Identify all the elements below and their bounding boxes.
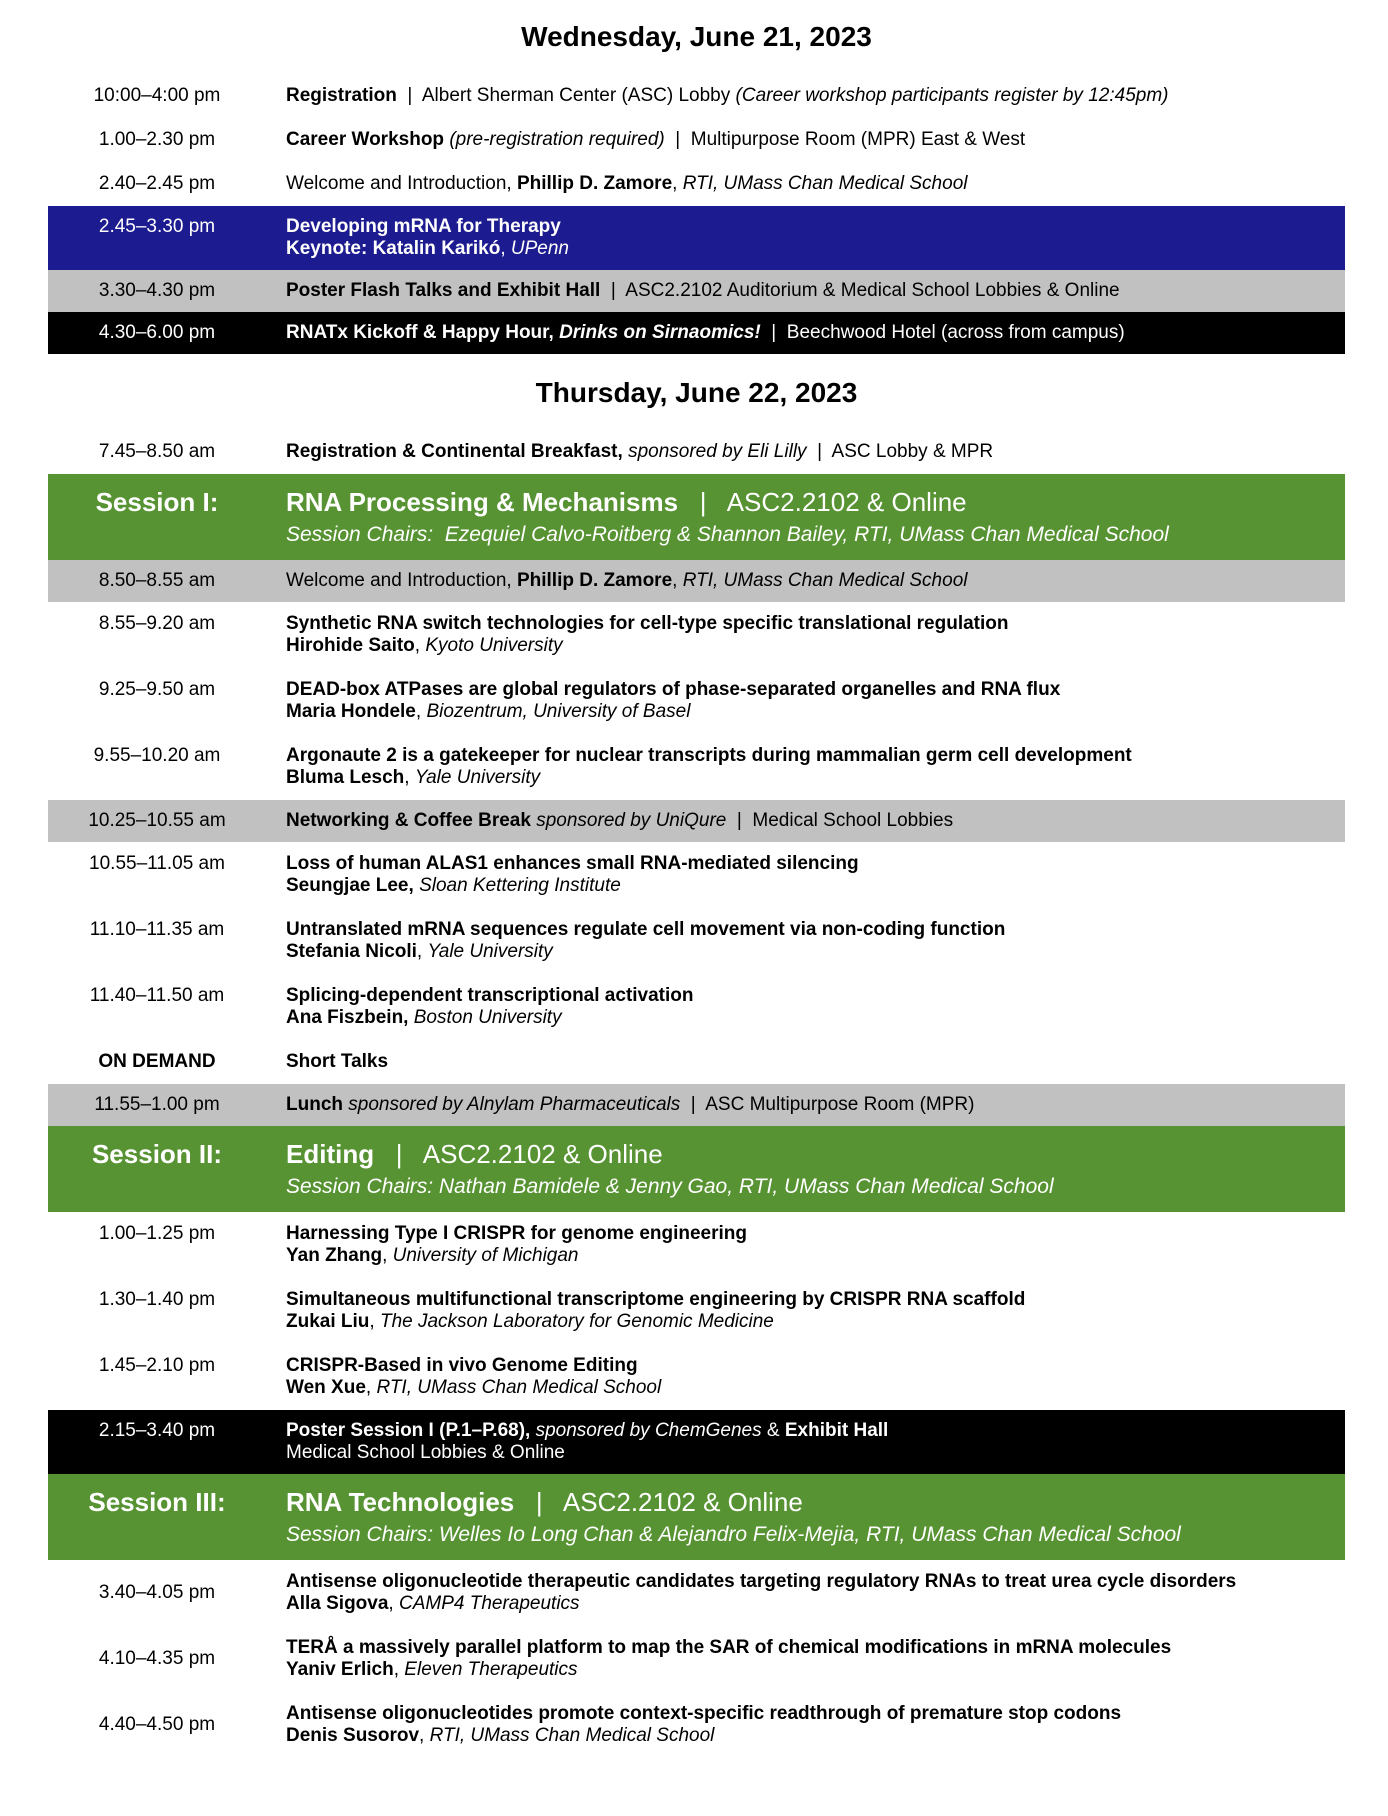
text-run: , [672,173,683,194]
event-line [286,1593,1345,1615]
event-line [286,238,1345,260]
event-line [286,173,1345,195]
session-body [286,486,1345,548]
text-run: , [365,1377,377,1398]
event-line [286,875,1345,897]
text-run: Biozentrum, University of Basel [426,701,691,722]
event-line [286,941,1345,963]
schedule-row [48,1223,1345,1267]
event-line [286,1094,1345,1116]
schedule-row [48,1637,1345,1681]
event-line [286,853,1345,875]
schedule-row [48,679,1345,723]
text-run: RNA Technologies [286,1487,515,1517]
time-label: 4.10–4.35 pm [98,1648,216,1669]
text-run: UPenn [510,238,569,259]
text-run: , [388,1593,399,1614]
text-run: Registration [286,85,397,106]
schedule-row [48,560,1345,602]
text-run: Career Workshop [286,129,445,150]
text-run: Keynote: Katalin Karikó [286,238,501,259]
text-run: Drinks on Sirnaomics! [559,322,761,343]
event-line [286,1355,1345,1377]
day-section [48,12,1345,354]
time-label: 11.55–1.00 pm [94,1094,220,1115]
event-description [286,441,1345,463]
text-run: Synthetic RNA switch technologies for cell-type specific translational regulation [286,613,1009,634]
text-run: Antisense oligonucleotides promote context-specific readthrough of premature stop codons [286,1703,1122,1724]
text-run: sponsored by ChemGenes [535,1420,762,1441]
event-line [286,1289,1345,1311]
text-run: , [500,238,511,259]
schedule-row [48,129,1345,151]
time-label: ON DEMAND [98,1051,216,1072]
schedule-row [48,1410,1345,1474]
day-section [48,354,1345,1758]
event-description [286,216,1345,260]
time-label: 1.00–2.30 pm [98,129,216,150]
time-label: 7.45–8.50 am [98,441,216,462]
event-description [286,280,1345,302]
event-line [286,441,1345,463]
event-description [286,1289,1345,1333]
session-body [286,1486,1345,1548]
text-run: Lunch [286,1094,343,1115]
schedule-row [48,800,1345,842]
session-title [286,1486,1345,1518]
event-description [286,613,1345,657]
text-run: DEAD-box ATPases are global regulators of phase-separated organelles and RNA flux [286,679,1061,700]
event-line [286,1571,1345,1593]
time-label: 10.25–10.55 am [88,810,226,831]
text-run: | ASC Lobby & MPR [806,441,994,462]
event-description [286,1703,1345,1747]
text-run: RNA Processing & Mechanisms [286,487,679,517]
schedule-row [48,206,1345,270]
event-description [286,1223,1345,1267]
text-run: , [382,1245,393,1266]
session-header [48,1126,1345,1212]
text-run: Yale University [414,767,541,788]
time-label: 8.50–8.55 am [98,570,216,591]
event-line [286,1725,1345,1747]
text-run: TERÅ a massively parallel platform to map the SAR of chemical modifications in mRNA molecules [286,1637,1172,1658]
event-line [286,129,1345,151]
event-description [286,1355,1345,1399]
text-run: , [419,1725,430,1746]
text-run: | ASC2.2102 & Online [374,1139,663,1169]
text-run: , [416,941,428,962]
time-label: 4.40–4.50 pm [98,1714,216,1735]
schedule-row [48,1571,1345,1615]
text-run: Untranslated mRNA sequences regulate cell movement via non-coding function [286,919,1006,940]
text-run: Short Talks [286,1051,389,1072]
event-line [286,1051,1345,1073]
text-run: Stefania Nicoli [286,941,417,962]
text-run: sponsored by Eli Lilly [628,441,807,462]
schedule-row [48,1703,1345,1747]
text-run: CAMP4 Therapeutics [398,1593,580,1614]
text-run: , [369,1311,380,1332]
session-title [286,486,1345,518]
text-run: Albert Sherman Center (ASC) Lobby [421,85,736,106]
text-run: | ASC Multipurpose Room (MPR) [680,1094,975,1115]
event-line [286,1703,1345,1725]
time-label: 2.15–3.40 pm [98,1420,216,1441]
text-run: Harnessing Type I CRISPR for genome engineering [286,1223,748,1244]
session-chairs: Session Chairs: Nathan Bamidele & Jenny Gao, RTI, UMass Chan Medical School [286,1175,1054,1198]
text-run: RTI, UMass Chan Medical School [429,1725,715,1746]
event-description [286,85,1345,107]
event-line [286,745,1345,767]
event-line [286,1223,1345,1245]
event-line [286,280,1345,302]
day-title: Wednesday, June 21, 2023 [521,21,872,52]
text-run: Loss of human ALAS1 enhances small RNA-mediated silencing [286,853,859,874]
text-run: Welcome and Introduction, [286,570,517,591]
text-run: Developing mRNA for Therapy [286,216,561,237]
event-line [286,701,1345,723]
text-run: Poster Session I (P.1–P.68), [286,1420,531,1441]
time-label: 4.30–6.00 pm [98,322,216,343]
text-run: (pre-registration required) [449,129,665,150]
event-line [286,1637,1345,1659]
session-title [286,1138,1345,1170]
session-label: Session II: [91,1139,223,1169]
event-line [286,810,1345,832]
event-line [286,1245,1345,1267]
time-label: 8.55–9.20 am [98,613,216,634]
text-run: | Beechwood Hotel (across from campus) [760,322,1125,343]
schedule-row [48,919,1345,963]
text-run: Sloan Kettering Institute [419,875,621,896]
text-run: Seungjae Lee, [286,875,414,896]
schedule-row [48,613,1345,657]
event-description [286,570,1345,592]
time-label: 2.40–2.45 pm [98,173,216,194]
event-description [286,1051,1345,1073]
text-run: sponsored by Alnylam Pharmaceuticals [348,1094,681,1115]
event-description [286,853,1345,897]
text-run: , [393,1659,405,1680]
event-description [286,745,1345,789]
event-description [286,679,1345,723]
text-run: Argonaute 2 is a gatekeeper for nuclear transcripts during mammalian germ cell development [286,745,1132,766]
time-label: 11.10–11.35 am [89,919,225,940]
text-run: Exhibit Hall [784,1420,889,1441]
text-run: Editing [286,1139,375,1169]
text-run: Registration & Continental Breakfast, [286,441,623,462]
event-line [286,679,1345,701]
schedule-row [48,1084,1345,1126]
text-run: Phillip D. Zamore [516,570,673,591]
event-line [286,322,1345,344]
time-label: 3.40–4.05 pm [98,1582,216,1603]
text-run: Phillip D. Zamore [516,173,673,194]
text-run: , [404,767,415,788]
schedule-row [48,1355,1345,1399]
text-run: CRISPR-Based in vivo Genome Editing [286,1355,638,1376]
session-chairs: Session Chairs: Ezequiel Calvo-Roitberg & Shannon Bailey, RTI, UMass Chan Medical School [286,523,1169,546]
text-run: Boston University [413,1007,562,1028]
event-line [286,919,1345,941]
text-run: University of Michigan [392,1245,579,1266]
session-label: Session III: [88,1487,226,1517]
text-run: Antisense oligonucleotide therapeutic candidates targeting regulatory RNAs to treat urea cycle disorders [286,1571,1237,1592]
event-line [286,1377,1345,1399]
text-run: Ana Fiszbein, [286,1007,409,1028]
event-description [286,919,1345,963]
event-description [286,985,1345,1029]
text-run: | ASC2.2102 & Online [514,1487,803,1517]
text-run: , [415,701,427,722]
text-run: Splicing-dependent transcriptional activation [286,985,694,1006]
event-line [286,85,1345,107]
time-label: 9.25–9.50 am [98,679,216,700]
session-body [286,1138,1345,1200]
text-run: The Jackson Laboratory for Genomic Medicine [379,1311,774,1332]
text-run: Wen Xue [286,1377,366,1398]
schedule-row [48,312,1345,354]
session-header [48,1474,1345,1560]
event-description [286,1571,1345,1615]
event-line [286,767,1345,789]
schedule-row [48,441,1345,463]
text-run: Hirohide Saito [286,635,415,656]
time-label: 10.55–11.05 am [89,853,225,874]
time-label: 1.30–1.40 pm [98,1289,216,1310]
text-run: Poster Flash Talks and Exhibit Hall [286,280,601,301]
text-run: Networking & Coffee Break [286,810,531,831]
text-run: RNATx Kickoff & Happy Hour, [286,322,554,343]
text-run: Kyoto University [425,635,563,656]
text-run: Denis Susorov [286,1725,420,1746]
session-label: Session I: [95,487,219,517]
event-line [286,216,1345,238]
time-label: 1.45–2.10 pm [98,1355,216,1376]
time-label: 11.40–11.50 am [89,985,225,1006]
time-label: 2.45–3.30 pm [98,216,216,237]
text-run: | Medical School Lobbies [726,810,954,831]
text-run: , [414,635,426,656]
text-run: | [396,85,422,106]
text-run: | Multipurpose Room (MPR) East & West [664,129,1026,150]
schedule-row [48,745,1345,789]
text-run: Medical School Lobbies & Online [286,1442,565,1463]
text-run: sponsored by UniQure [536,810,727,831]
event-description [286,173,1345,195]
text-run: Bluma Lesch [286,767,405,788]
event-line [286,1007,1345,1029]
event-description [286,129,1345,151]
text-run: | ASC2.2102 & Online [678,487,967,517]
day-title: Thursday, June 22, 2023 [535,377,858,408]
text-run: Simultaneous multifunctional transcriptome engineering by CRISPR RNA scaffold [286,1289,1026,1310]
text-run: Welcome and Introduction, [286,173,517,194]
schedule-row [48,173,1345,195]
event-description [286,1637,1345,1681]
text-run: Zukai Liu [286,1311,370,1332]
time-label: 9.55–10.20 am [93,745,221,766]
text-run: RTI, UMass Chan Medical School [376,1377,662,1398]
event-line [286,570,1345,592]
session-chairs: Session Chairs: Welles Io Long Chan & Alejandro Felix-Mejia, RTI, UMass Chan Medical School [286,1523,1181,1546]
event-description [286,810,1345,832]
schedule-row [48,853,1345,897]
text-run: Yaniv Erlich [286,1659,394,1680]
session-header [48,474,1345,560]
schedule-row [48,1051,1345,1073]
schedule-row [48,85,1345,107]
event-line [286,613,1345,635]
text-run: RTI, UMass Chan Medical School [682,570,968,591]
text-run: | ASC2.2102 Auditorium & Medical School Lobbies & Online [600,280,1120,301]
time-label: 1.00–1.25 pm [98,1223,216,1244]
event-line [286,985,1345,1007]
event-line [286,1311,1345,1333]
text-run: Yale University [427,941,553,962]
schedule-row [48,1289,1345,1333]
text-run: , [672,570,683,591]
text-run: Eleven Therapeutics [404,1659,578,1680]
text-run: Yan Zhang [286,1245,383,1266]
schedule-row [48,985,1345,1029]
event-description [286,1420,1345,1464]
event-line [286,1442,1345,1464]
text-run: Maria Hondele [286,701,416,722]
schedule-row [48,270,1345,312]
time-label: 3.30–4.30 pm [98,280,216,301]
event-line [286,635,1345,657]
text-run: Alla Sigova [286,1593,389,1614]
time-label: 10:00–4:00 pm [93,85,221,106]
event-line [286,1420,1345,1442]
text-run: & [761,1420,785,1441]
event-description [286,322,1345,344]
event-description [286,1094,1345,1116]
event-line [286,1659,1345,1681]
text-run: RTI, UMass Chan Medical School [682,173,968,194]
text-run: (Career workshop participants register by 12:45pm) [735,85,1169,106]
